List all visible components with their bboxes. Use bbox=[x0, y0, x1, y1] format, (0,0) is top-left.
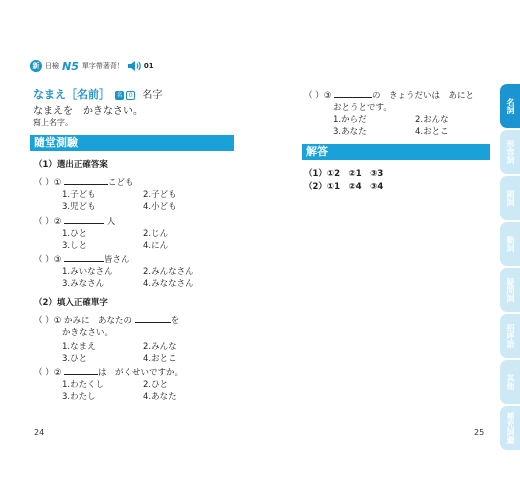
option: 2.じん bbox=[143, 229, 169, 239]
option: 3.あなた bbox=[333, 127, 367, 137]
option: 4.にん bbox=[143, 241, 169, 251]
series-label: 日檢 bbox=[45, 62, 59, 70]
answer-blank bbox=[64, 215, 104, 224]
question-text: 人 bbox=[106, 217, 116, 227]
question-mark: （ ）② bbox=[34, 368, 62, 378]
vocab-word: なまえ［名前］ bbox=[33, 88, 110, 101]
option: 3.しと bbox=[62, 241, 88, 251]
question-mark: （ ）③ bbox=[34, 255, 62, 265]
option: 3.ひと bbox=[62, 354, 88, 364]
tab-noun[interactable]: 名詞 bbox=[500, 84, 520, 128]
question-mark: （ ）③ bbox=[304, 91, 332, 101]
tab-supplement[interactable]: 補充詞彙 bbox=[500, 406, 520, 450]
part2-title: （2）填入正確單字 bbox=[34, 298, 108, 308]
page-number-right: 25 bbox=[474, 428, 485, 437]
answer-line-2: （2）①1 ②4 ③4 bbox=[304, 182, 384, 192]
option: 4.おとこ bbox=[143, 354, 177, 364]
new-badge: 新 bbox=[30, 60, 42, 72]
question-mark: （ ）② bbox=[34, 217, 62, 227]
option: 1.わたくし bbox=[62, 380, 105, 390]
quiz-title: 隨堂測驗 bbox=[30, 135, 234, 151]
question-text: を bbox=[170, 316, 180, 326]
question-3 bbox=[34, 253, 130, 265]
question-text: 皆さん bbox=[104, 255, 130, 265]
question-1 bbox=[34, 176, 134, 188]
question-4-line2: かきなさい。 bbox=[62, 328, 114, 338]
tab-adjective[interactable]: 形容詞 bbox=[500, 130, 520, 174]
option: 4.小ども bbox=[143, 202, 177, 212]
audio-track-number: 01 bbox=[143, 62, 154, 70]
example-chinese: 寫上名字。 bbox=[33, 118, 73, 127]
vocab-meaning: 名字 bbox=[142, 90, 163, 101]
option: 2.みんな bbox=[143, 342, 177, 352]
example-japanese: なまえを かきなさい。 bbox=[33, 106, 143, 117]
option: 2.みんなさん bbox=[143, 267, 194, 277]
question-mark: （ ）① bbox=[34, 316, 62, 326]
option: 1.子ども bbox=[62, 190, 96, 200]
option: 1.からだ bbox=[333, 115, 367, 125]
tab-other[interactable]: 其他 bbox=[500, 360, 520, 404]
part-of-speech-badge: 名 bbox=[116, 91, 123, 99]
option: 2.ひと bbox=[143, 380, 169, 390]
question-2 bbox=[34, 215, 115, 227]
option: 1.みいなさん bbox=[62, 267, 113, 277]
accent-badge: 0 bbox=[126, 91, 135, 100]
option: 3.わたし bbox=[62, 392, 96, 402]
question-text: の きょうだいは あにと bbox=[372, 91, 475, 101]
option: 2.おんな bbox=[415, 115, 449, 125]
tab-adverb[interactable]: 副詞 bbox=[500, 176, 520, 220]
question-4 bbox=[34, 314, 179, 326]
header-subtitle: 單字帶著背！ bbox=[81, 62, 124, 70]
option: 2.子ども bbox=[143, 190, 177, 200]
answer-blank bbox=[334, 89, 372, 98]
answer-title: 解答 bbox=[302, 144, 490, 160]
question-5 bbox=[34, 366, 183, 378]
audio-speaker-icon[interactable] bbox=[127, 60, 141, 72]
right-page bbox=[260, 0, 520, 500]
answer-blank bbox=[135, 314, 171, 323]
question-text: かみに あなたの bbox=[64, 316, 133, 326]
question-text: こども bbox=[108, 178, 134, 188]
level-label: N5 bbox=[62, 59, 79, 73]
option: 4.あなた bbox=[143, 392, 177, 402]
option: 1.ひと bbox=[62, 229, 88, 239]
question-6 bbox=[304, 89, 474, 101]
answer-line-1: （1）①2 ②1 ③3 bbox=[304, 169, 384, 179]
option: 3.児ども bbox=[62, 202, 96, 212]
part1-title: （1）選出正確答案 bbox=[34, 160, 108, 170]
question-6-line2: おとうとです。 bbox=[333, 103, 392, 113]
option: 4.みななさん bbox=[143, 279, 194, 289]
book-header bbox=[30, 59, 154, 73]
page-number-left: 24 bbox=[34, 428, 45, 437]
tab-greeting[interactable]: 招呼語 bbox=[500, 314, 520, 358]
vocab-entry bbox=[33, 86, 162, 102]
answer-blank bbox=[64, 253, 104, 262]
option: 4.おとこ bbox=[415, 127, 449, 137]
tab-interrogative[interactable]: 疑問詞 bbox=[500, 268, 520, 312]
option: 1.なまえ bbox=[62, 342, 96, 352]
question-mark: （ ）① bbox=[34, 178, 62, 188]
answer-blank bbox=[64, 176, 108, 185]
question-text: は がくせいですか。 bbox=[98, 368, 184, 378]
tab-verb[interactable]: 動詞 bbox=[500, 222, 520, 266]
answer-blank bbox=[64, 366, 98, 375]
option: 3.みなさん bbox=[62, 279, 105, 289]
